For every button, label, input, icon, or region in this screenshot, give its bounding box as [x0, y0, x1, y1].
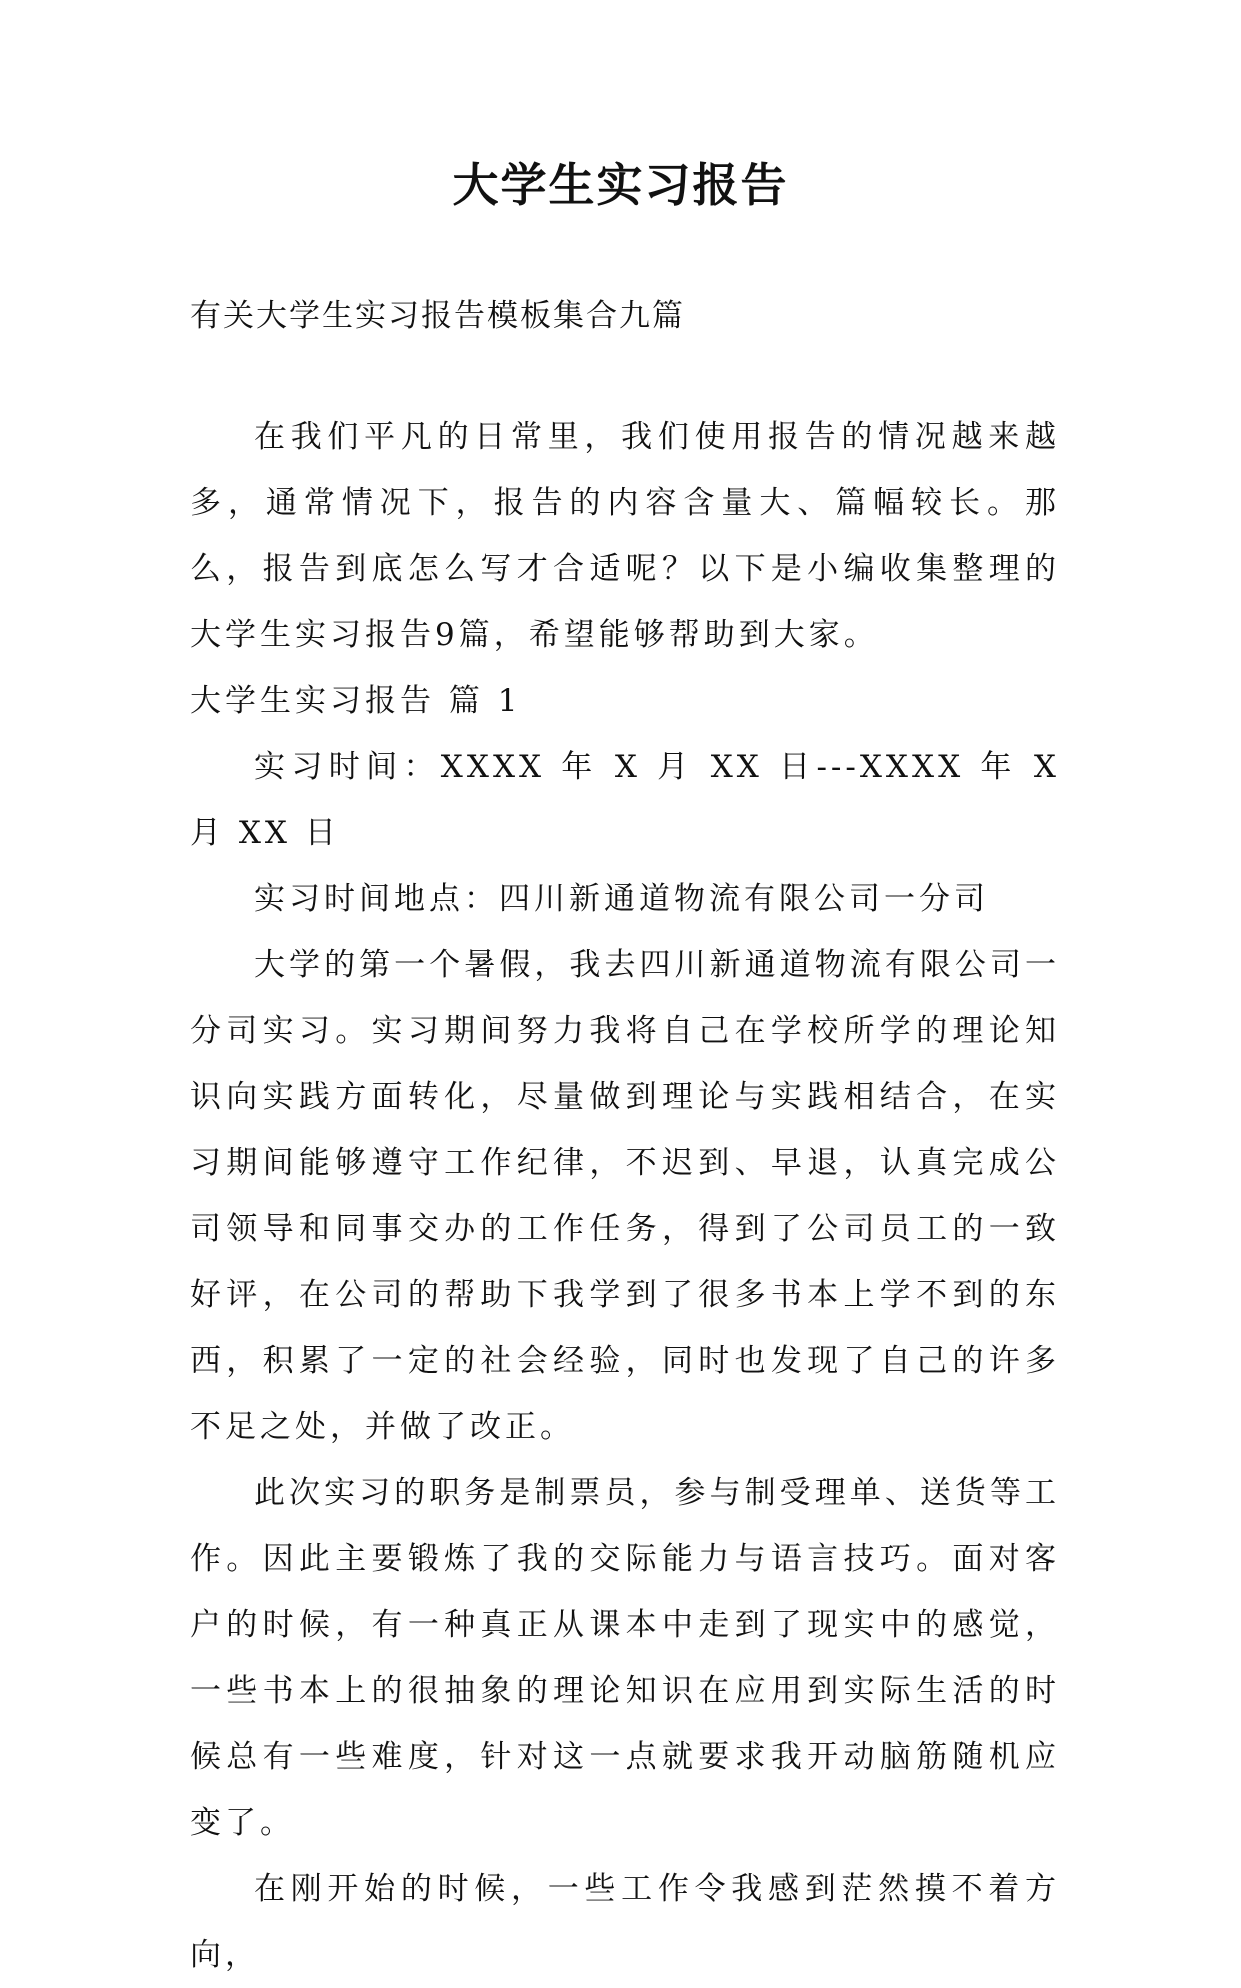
internship-place: 实习时间地点：四川新通道物流有限公司一分司 [254, 881, 989, 917]
body-paragraph-2: 此次实习的职务是制票员，参与制受理单、送货等工作。因此主要锻炼了我的交际能力与语言技巧。面对客户的时候，有一种真正从课本中走到了现实中的感觉，一些书本上的很抽象的理论知识在应用到实际生活的时候总有一些难度，针对这一点就要求我开动脑筋随机应变了。 [190, 1475, 1060, 1841]
body-paragraph-1: 大学的第一个暑假，我去四川新通道物流有限公司一分司实习。实习期间努力我将自己在学校所学的理论知识向实践方面转化，尽量做到理论与实践相结合，在实习期间能够遵守工作纪律，不迟到、早退，认真完成公司领导和同事交办的工作任务，得到了公司员工的一致好评，在公司的帮助下我学到了很多书本上学不到的东西，积累了一定的社会经验，同时也发现了自己的许多不足之处，并做了改正。 [190, 947, 1060, 1445]
section-heading: 大学生实习报告 篇 1 [190, 683, 522, 719]
document-body [190, 404, 1060, 1988]
intro-paragraph: 在我们平凡的日常里，我们使用报告的情况越来越多，通常情况下，报告的内容含量大、篇幅较长。那么，报告到底怎么写才合适呢？以下是小编收集整理的大学生实习报告9篇，希望能够帮助到大家。 [190, 419, 1060, 653]
document-title: 大学生实习报告 [452, 158, 789, 212]
document-subtitle: 有关大学生实习报告模板集合九篇 [190, 298, 685, 334]
internship-time: 实习时间：XXXX 年 X 月 XX 日---XXXX 年 X 月 XX 日 [190, 749, 1060, 851]
body-paragraph-3: 在刚开始的时候，一些工作令我感到茫然摸不着方向， [190, 1871, 1060, 1973]
